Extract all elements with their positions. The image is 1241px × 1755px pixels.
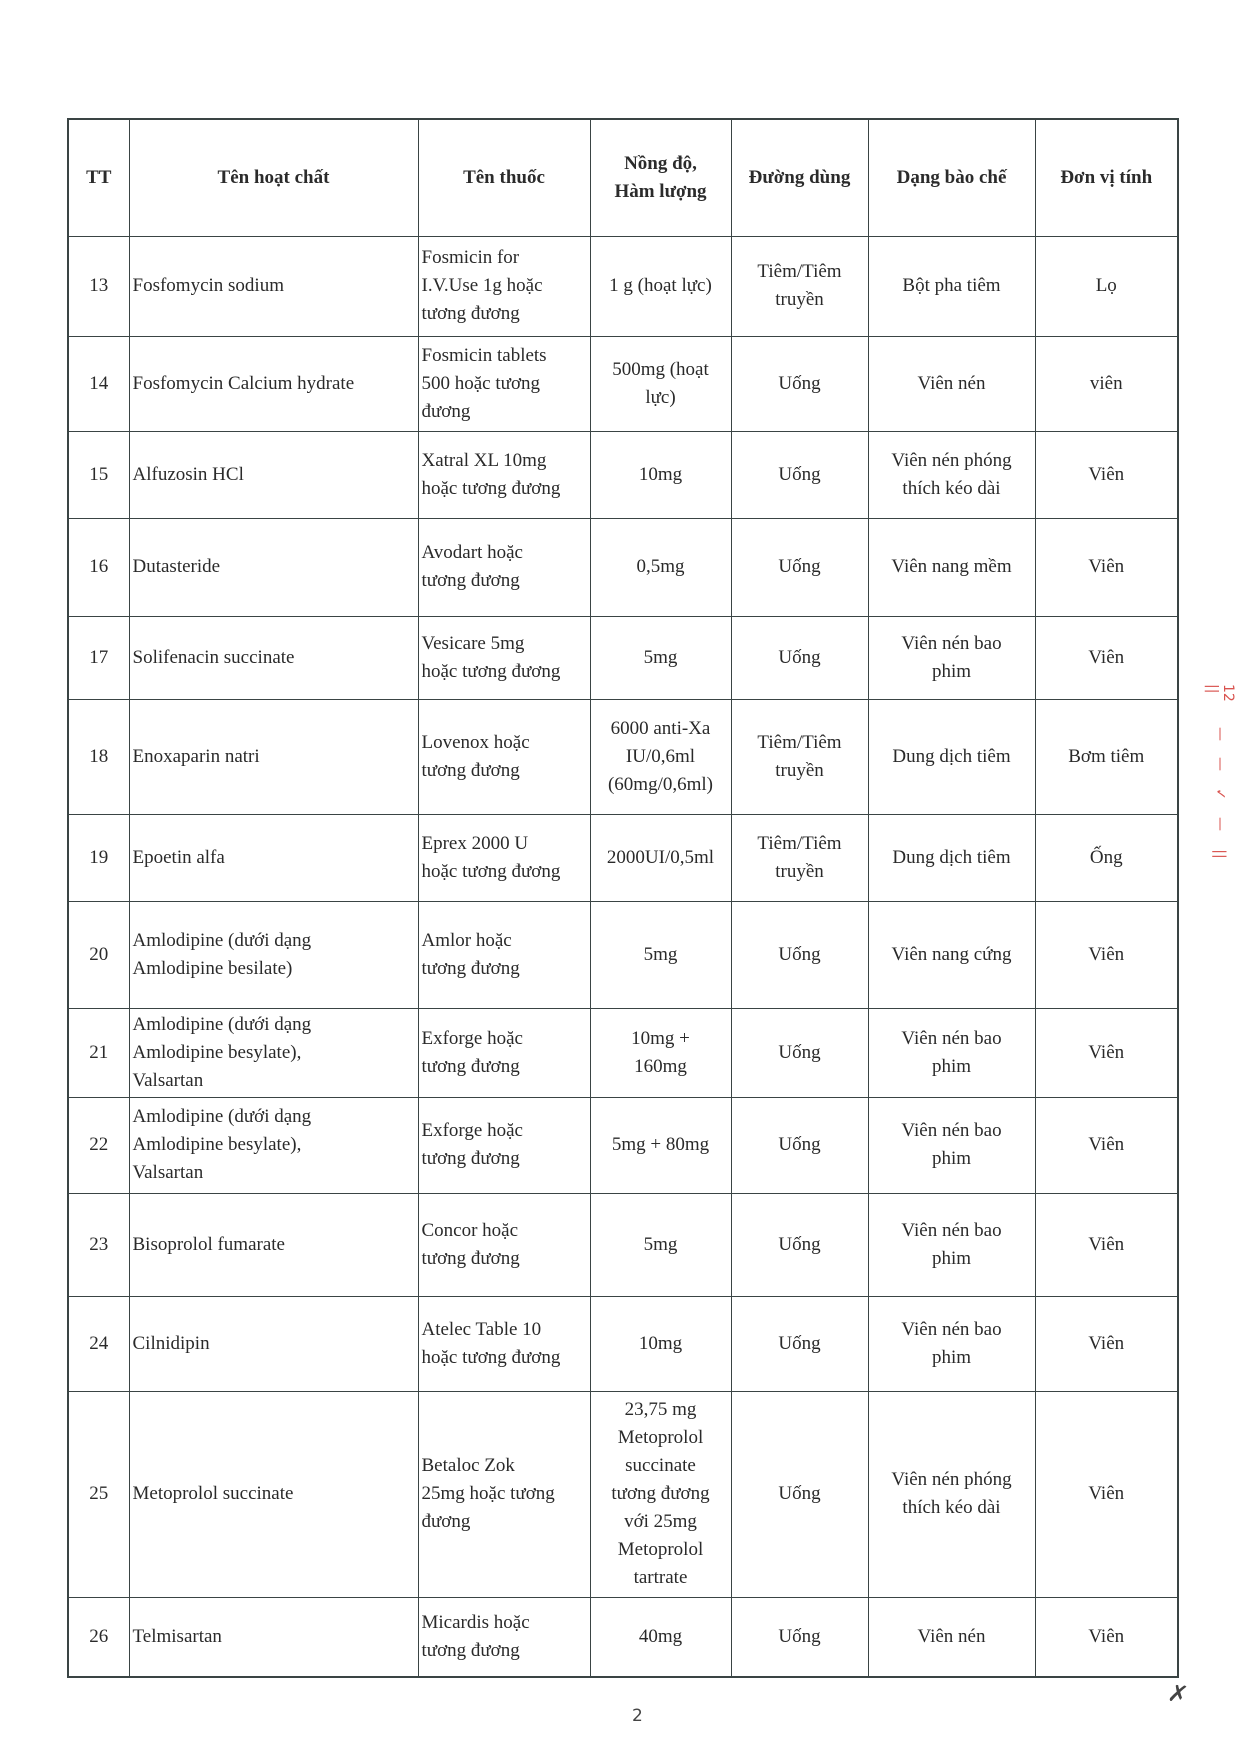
cell-drug-name-text: Avodart hoặc tương đương xyxy=(421,542,523,591)
cell-route xyxy=(731,1597,868,1677)
cell-tt-text: 19 xyxy=(89,846,109,868)
cell-unit-text: Viên xyxy=(1088,646,1125,668)
cell-tt-text: 21 xyxy=(89,1041,109,1063)
cell-tt xyxy=(68,336,129,431)
cell-concentration-text: 10mg + 160mg xyxy=(631,1027,690,1077)
cell-concentration xyxy=(590,518,731,616)
cell-dosage-form xyxy=(868,901,1035,1008)
cell-tt xyxy=(68,699,129,814)
cell-drug-name-text: Xatral XL 10mg hoặc tương đương xyxy=(421,449,561,499)
cell-route xyxy=(731,814,868,901)
cell-route xyxy=(731,901,868,1008)
cell-dosage-form xyxy=(868,616,1035,699)
cell-drug-name xyxy=(418,814,590,901)
header-concentration: Nồng độ, Hàm lượng xyxy=(590,119,731,236)
cell-tt xyxy=(68,1597,129,1677)
stamp-mark: 12 || xyxy=(1204,684,1236,702)
cell-active-ingredient xyxy=(129,699,418,814)
cell-drug-name xyxy=(418,1097,590,1193)
cell-unit xyxy=(1035,431,1178,518)
cell-dosage-form-text: Viên nén bao phim xyxy=(901,632,1002,682)
cell-drug-name xyxy=(418,1008,590,1097)
cell-concentration-text: 23,75 mg Metoprolol succinate tương đương với 25mg Metoprolol tartrate xyxy=(611,1399,710,1588)
cell-drug-name-text: Amlor hoặc tương đương xyxy=(421,929,520,979)
cell-unit xyxy=(1035,901,1178,1008)
cell-tt-text: 16 xyxy=(89,556,109,577)
cell-tt-text: 26 xyxy=(89,1625,109,1647)
table-row xyxy=(68,1193,1178,1296)
cell-unit xyxy=(1035,616,1178,699)
cell-route xyxy=(731,336,868,431)
cell-active-ingredient xyxy=(129,518,418,616)
cell-active-ingredient xyxy=(129,1296,418,1391)
stamp-mark: — xyxy=(1212,727,1228,741)
cell-drug-name-text: Exforge hoặc tương đương xyxy=(421,1120,523,1169)
cell-unit xyxy=(1035,814,1178,901)
cell-unit-text: Bơm tiêm xyxy=(1068,745,1145,767)
table-row xyxy=(68,1097,1178,1193)
cell-active-ingredient-text: Fosfomycin Calcium hydrate xyxy=(132,372,355,394)
stamp-mark: — xyxy=(1212,817,1228,831)
margin-stamp-marks xyxy=(1204,680,1236,880)
cell-unit-text: Viên xyxy=(1088,1134,1125,1155)
cell-dosage-form-text: Bột pha tiêm xyxy=(902,275,1001,296)
cell-drug-name xyxy=(418,699,590,814)
cell-unit-text: Viên xyxy=(1088,1483,1125,1504)
stamp-mark: || xyxy=(1212,849,1228,859)
cell-tt-text: 18 xyxy=(89,745,109,767)
cell-tt xyxy=(68,814,129,901)
cell-active-ingredient xyxy=(129,1193,418,1296)
cell-concentration xyxy=(590,1097,731,1193)
cell-dosage-form xyxy=(868,336,1035,431)
cell-route xyxy=(731,518,868,616)
cell-active-ingredient-text: Enoxaparin natri xyxy=(132,745,260,767)
cell-concentration xyxy=(590,699,731,814)
cell-drug-name-text: Micardis hoặc tương đương xyxy=(421,1611,530,1661)
cell-unit xyxy=(1035,1296,1178,1391)
cell-tt xyxy=(68,1391,129,1597)
cell-concentration-text: 2000UI/0,5ml xyxy=(606,846,715,868)
cell-drug-name-text: Exforge hoặc tương đương xyxy=(421,1027,523,1077)
cell-concentration xyxy=(590,1391,731,1597)
cell-drug-name xyxy=(418,518,590,616)
cell-concentration xyxy=(590,1597,731,1677)
cell-tt xyxy=(68,1296,129,1391)
cell-dosage-form-text: Dung dịch tiêm xyxy=(892,846,1011,868)
cell-tt-text: 23 xyxy=(89,1233,109,1255)
cell-tt xyxy=(68,1097,129,1193)
table-row xyxy=(68,518,1178,616)
cell-route xyxy=(731,1097,868,1193)
cell-tt-text: 15 xyxy=(89,463,109,485)
cell-route-text: Uống xyxy=(778,646,821,668)
cell-drug-name xyxy=(418,616,590,699)
cell-route xyxy=(731,431,868,518)
table-row xyxy=(68,431,1178,518)
cell-unit xyxy=(1035,699,1178,814)
cell-dosage-form xyxy=(868,1296,1035,1391)
cell-drug-name xyxy=(418,1296,590,1391)
cell-route-text: Uống xyxy=(778,1625,821,1647)
cell-concentration-text: 0,5mg xyxy=(636,556,685,577)
cell-active-ingredient xyxy=(129,1097,418,1193)
table-row xyxy=(68,236,1178,336)
cell-unit-text: viên xyxy=(1089,372,1123,394)
header-tt: TT xyxy=(68,119,129,236)
cell-dosage-form xyxy=(868,1193,1035,1296)
cell-active-ingredient xyxy=(129,431,418,518)
cell-concentration-text: 5mg xyxy=(643,646,678,668)
cell-unit xyxy=(1035,1193,1178,1296)
cell-drug-name xyxy=(418,1597,590,1677)
cell-unit-text: Lọ xyxy=(1095,275,1117,296)
cell-dosage-form-text: Viên nén xyxy=(917,372,986,394)
cell-drug-name-text: Betaloc Zok 25mg hoặc tương đương xyxy=(421,1455,555,1532)
cell-tt-text: 14 xyxy=(89,372,109,394)
table-row xyxy=(68,1391,1178,1597)
cell-active-ingredient-text: Alfuzosin HCl xyxy=(132,463,244,485)
cell-route-text: Uống xyxy=(778,463,821,485)
cell-tt-text: 13 xyxy=(89,275,109,296)
cell-drug-name xyxy=(418,336,590,431)
cell-active-ingredient-text: Bisoprolol fumarate xyxy=(132,1233,285,1255)
cell-tt-text: 22 xyxy=(89,1134,109,1155)
table-row xyxy=(68,814,1178,901)
cell-drug-name xyxy=(418,1391,590,1597)
cell-drug-name-text: Fosmicin tablets 500 hoặc tương đương xyxy=(421,344,547,422)
cell-dosage-form-text: Viên nén bao phim xyxy=(901,1318,1002,1368)
cell-concentration xyxy=(590,431,731,518)
header-unit: Đơn vị tính xyxy=(1035,119,1178,236)
cell-tt xyxy=(68,1193,129,1296)
cell-dosage-form-text: Viên nang mềm xyxy=(891,556,1012,577)
cell-concentration-text: 10mg xyxy=(638,463,683,485)
cell-drug-name xyxy=(418,431,590,518)
cell-dosage-form xyxy=(868,1597,1035,1677)
cell-concentration xyxy=(590,336,731,431)
cell-dosage-form-text: Viên nén bao phim xyxy=(901,1120,1002,1169)
header-dosage-form: Dạng bào chế xyxy=(868,119,1035,236)
cell-active-ingredient xyxy=(129,1597,418,1677)
cell-dosage-form-text: Viên nén xyxy=(917,1625,986,1647)
cell-dosage-form-text: Viên nén bao phim xyxy=(901,1219,1002,1269)
page-number: 2 xyxy=(632,1706,643,1726)
cell-tt xyxy=(68,901,129,1008)
cell-unit-text: Viên xyxy=(1088,1625,1125,1647)
stamp-mark: ✓ xyxy=(1211,788,1228,800)
cell-active-ingredient-text: Amlodipine (dưới dạng Amlodipine besilate) xyxy=(132,929,312,979)
table-row xyxy=(68,1597,1178,1677)
cell-route-text: Uống xyxy=(778,1233,821,1255)
cell-concentration xyxy=(590,236,731,336)
cell-tt-text: 20 xyxy=(89,943,109,965)
cell-route-text: Tiêm/Tiêm truyền xyxy=(757,731,842,781)
cell-route xyxy=(731,1391,868,1597)
cell-active-ingredient xyxy=(129,336,418,431)
cell-route-text: Uống xyxy=(778,372,821,394)
cell-concentration-text: 6000 anti-Xa IU/0,6ml (60mg/0,6ml) xyxy=(607,717,714,795)
table-body xyxy=(68,236,1178,1677)
cell-active-ingredient xyxy=(129,1008,418,1097)
cell-dosage-form xyxy=(868,814,1035,901)
cell-dosage-form xyxy=(868,236,1035,336)
cell-route xyxy=(731,236,868,336)
cell-route xyxy=(731,1296,868,1391)
cell-dosage-form xyxy=(868,699,1035,814)
cell-drug-name-text: Fosmicin for I.V.Use 1g hoặc tương đương xyxy=(421,247,543,324)
cell-dosage-form-text: Viên nén phóng thích kéo dài xyxy=(891,1469,1012,1518)
cell-unit-text: Viên xyxy=(1088,943,1125,965)
table-row xyxy=(68,1296,1178,1391)
cell-drug-name-text: Eprex 2000 U hoặc tương đương xyxy=(421,832,561,882)
cell-route-text: Uống xyxy=(778,1332,821,1354)
cell-drug-name-text: Lovenox hoặc tương đương xyxy=(421,731,530,781)
table-row xyxy=(68,616,1178,699)
cell-active-ingredient-text: Epoetin alfa xyxy=(132,846,225,868)
cell-active-ingredient-text: Cilnidipin xyxy=(132,1332,210,1354)
cell-drug-name-text: Vesicare 5mg hoặc tương đương xyxy=(421,632,561,682)
cell-route-text: Uống xyxy=(778,556,821,577)
cell-unit xyxy=(1035,1391,1178,1597)
cell-concentration xyxy=(590,1193,731,1296)
cell-tt xyxy=(68,236,129,336)
cell-concentration-text: 40mg xyxy=(638,1625,683,1647)
cell-unit xyxy=(1035,236,1178,336)
table-row xyxy=(68,1008,1178,1097)
cell-dosage-form xyxy=(868,1008,1035,1097)
cell-tt xyxy=(68,1008,129,1097)
cell-route-text: Uống xyxy=(778,1134,821,1155)
cell-drug-name xyxy=(418,1193,590,1296)
cell-dosage-form-text: Viên nén bao phim xyxy=(901,1027,1002,1077)
cell-unit xyxy=(1035,1097,1178,1193)
cell-active-ingredient xyxy=(129,236,418,336)
cell-concentration xyxy=(590,814,731,901)
cell-drug-name xyxy=(418,901,590,1008)
cell-active-ingredient-text: Fosfomycin sodium xyxy=(132,275,284,296)
drug-table xyxy=(67,118,1179,1678)
cell-route xyxy=(731,699,868,814)
header-route: Đường dùng xyxy=(731,119,868,236)
cell-concentration xyxy=(590,1296,731,1391)
cell-tt xyxy=(68,431,129,518)
cell-tt-text: 25 xyxy=(89,1483,109,1504)
cell-active-ingredient-text: Solifenacin succinate xyxy=(132,646,295,668)
cell-active-ingredient xyxy=(129,1391,418,1597)
cell-concentration-text: 5mg xyxy=(643,1233,678,1255)
cell-unit-text: Viên xyxy=(1088,1041,1125,1063)
table-row xyxy=(68,901,1178,1008)
cell-unit xyxy=(1035,336,1178,431)
cell-route-text: Uống xyxy=(778,1483,821,1504)
cell-dosage-form xyxy=(868,431,1035,518)
cell-active-ingredient xyxy=(129,814,418,901)
header-active-ingredient: Tên hoạt chất xyxy=(129,119,418,236)
table-row xyxy=(68,336,1178,431)
cell-concentration-text: 1 g (hoạt lực) xyxy=(609,275,712,296)
cell-route xyxy=(731,616,868,699)
cell-active-ingredient-text: Metoprolol succinate xyxy=(132,1483,294,1504)
cell-concentration xyxy=(590,1008,731,1097)
cell-route-text: Uống xyxy=(778,1041,821,1063)
cell-drug-name-text: Atelec Table 10 hoặc tương đương xyxy=(421,1318,561,1368)
cell-tt xyxy=(68,518,129,616)
header-drug-name: Tên thuốc xyxy=(418,119,590,236)
cell-concentration-text: 5mg xyxy=(643,943,678,965)
cell-dosage-form-text: Dung dịch tiêm xyxy=(892,745,1011,767)
cell-tt-text: 17 xyxy=(89,646,109,668)
cell-unit xyxy=(1035,518,1178,616)
stamp-mark: — xyxy=(1212,757,1228,771)
cell-route xyxy=(731,1193,868,1296)
cell-drug-name-text: Concor hoặc tương đương xyxy=(421,1219,520,1269)
cell-unit-text: Viên xyxy=(1088,556,1125,577)
cell-active-ingredient-text: Amlodipine (dưới dạng Amlodipine besylate), Valsartan xyxy=(132,1013,312,1091)
cell-dosage-form xyxy=(868,518,1035,616)
cell-route-text: Tiêm/Tiêm truyền xyxy=(757,832,842,882)
cell-concentration-text: 10mg xyxy=(638,1332,683,1354)
cell-dosage-form xyxy=(868,1391,1035,1597)
cell-active-ingredient-text: Telmisartan xyxy=(132,1625,222,1647)
cell-concentration-text: 5mg + 80mg xyxy=(611,1134,710,1155)
cell-dosage-form-text: Viên nén phóng thích kéo dài xyxy=(891,449,1012,499)
cell-concentration xyxy=(590,901,731,1008)
cell-tt xyxy=(68,616,129,699)
cell-active-ingredient-text: Amlodipine (dưới dạng Amlodipine besylate), Valsartan xyxy=(132,1106,312,1183)
cell-unit-text: Viên xyxy=(1088,463,1125,485)
cell-route-text: Tiêm/Tiêm truyền xyxy=(757,261,842,310)
cell-concentration xyxy=(590,616,731,699)
cell-unit xyxy=(1035,1008,1178,1097)
cell-drug-name xyxy=(418,236,590,336)
cell-tt-text: 24 xyxy=(89,1332,109,1354)
cell-active-ingredient xyxy=(129,901,418,1008)
table-row xyxy=(68,699,1178,814)
cell-unit-text: Viên xyxy=(1088,1332,1125,1354)
cell-unit-text: Ống xyxy=(1089,846,1123,868)
cell-route xyxy=(731,1008,868,1097)
cell-active-ingredient-text: Dutasteride xyxy=(132,556,221,577)
cell-dosage-form xyxy=(868,1097,1035,1193)
cell-route-text: Uống xyxy=(778,943,821,965)
cell-active-ingredient xyxy=(129,616,418,699)
cell-unit xyxy=(1035,1597,1178,1677)
cell-dosage-form-text: Viên nang cứng xyxy=(891,943,1012,965)
initials-mark: ✗ xyxy=(1165,1678,1191,1710)
table-header-row xyxy=(68,119,1178,236)
cell-unit-text: Viên xyxy=(1088,1233,1125,1255)
cell-concentration-text: 500mg (hoạt lực) xyxy=(612,358,709,408)
